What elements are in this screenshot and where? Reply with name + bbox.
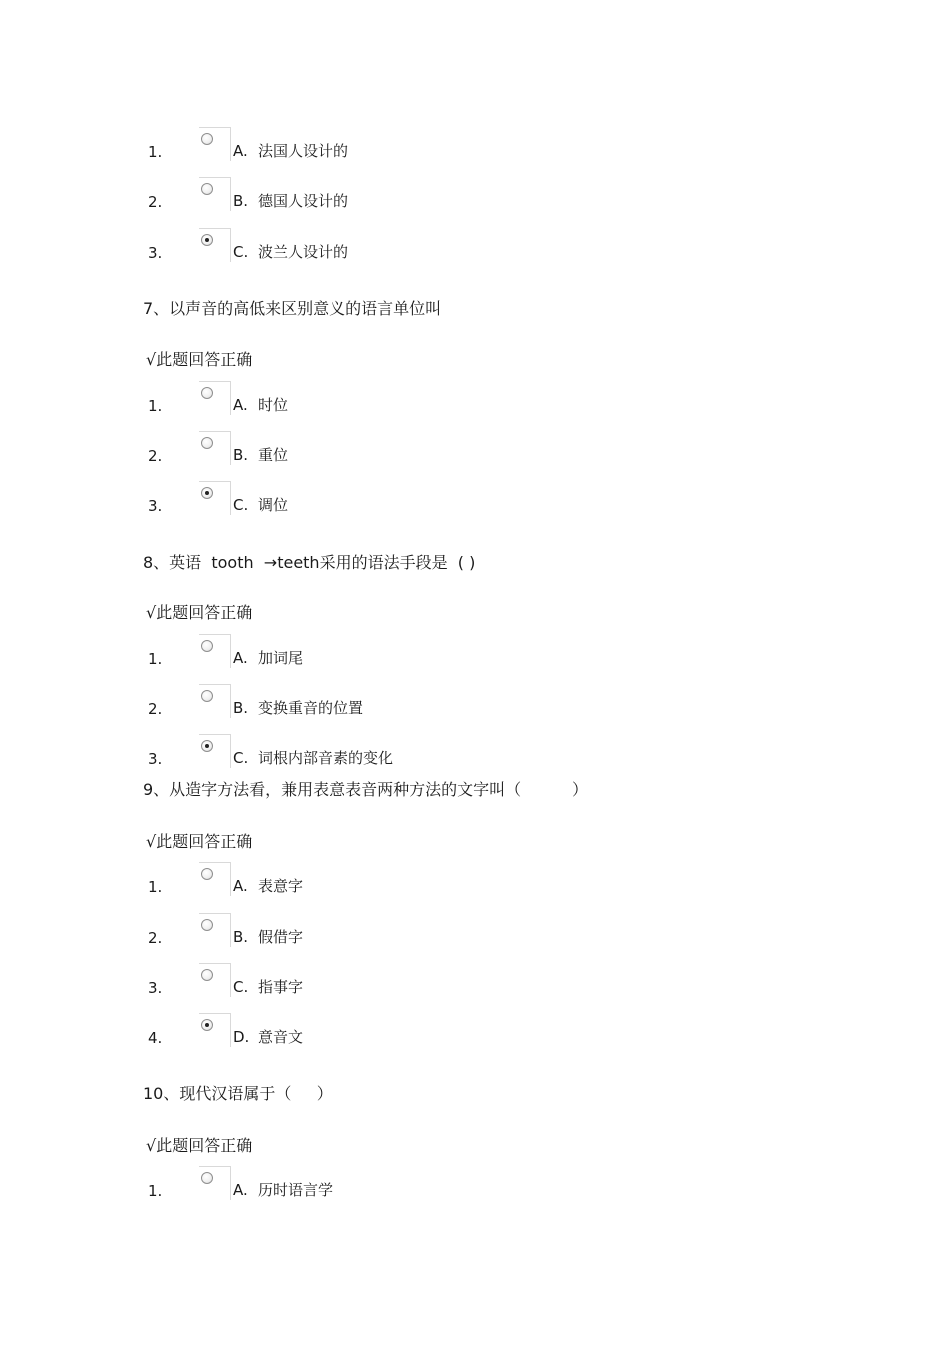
radio-cell: [199, 228, 231, 262]
option-number: 2.: [148, 447, 163, 465]
option-letter: A.: [233, 877, 248, 895]
option-letter: A.: [233, 142, 248, 160]
option-letter: B.: [233, 699, 249, 717]
option-row[interactable]: [0, 177, 950, 213]
feedback-correct: √此题回答正确: [146, 350, 253, 369]
option-letter: A.: [233, 396, 248, 414]
radio-button[interactable]: [201, 1172, 213, 1184]
radio-button[interactable]: [201, 868, 213, 880]
option-row[interactable]: [0, 913, 950, 949]
option-text: 假借字: [258, 928, 304, 946]
option-text: 历时语言学: [258, 1181, 334, 1199]
option-letter: B.: [233, 192, 249, 210]
radio-cell: [199, 634, 231, 668]
option-number: 3.: [148, 497, 163, 515]
option-number: 1.: [148, 143, 163, 161]
radio-cell: [199, 431, 231, 465]
option-row[interactable]: [0, 228, 950, 264]
option-text: 时位: [258, 396, 289, 414]
option-row[interactable]: [0, 431, 950, 467]
option-letter: D.: [233, 1028, 250, 1046]
option-letter: C.: [233, 243, 249, 261]
option-row[interactable]: [0, 734, 950, 770]
question-text: 10、现代汉语属于（ ）: [143, 1084, 333, 1103]
option-number: 1.: [148, 878, 163, 896]
option-number: 2.: [148, 700, 163, 718]
option-row[interactable]: [0, 481, 950, 517]
radio-cell: [199, 127, 231, 161]
option-row[interactable]: [0, 1166, 950, 1202]
radio-button[interactable]: [201, 690, 213, 702]
feedback-correct: √此题回答正确: [146, 603, 253, 622]
radio-cell: [199, 963, 231, 997]
radio-cell: [199, 913, 231, 947]
radio-button[interactable]: [201, 919, 213, 931]
option-number: 3.: [148, 244, 163, 262]
option-letter: B.: [233, 446, 249, 464]
option-number: 3.: [148, 750, 163, 768]
feedback-correct: √此题回答正确: [146, 1136, 253, 1155]
radio-button-selected[interactable]: [201, 740, 213, 752]
option-number: 3.: [148, 979, 163, 997]
option-number: 1.: [148, 650, 163, 668]
question-text: 7、以声音的高低来区别意义的语言单位叫: [143, 299, 442, 318]
option-letter: C.: [233, 978, 249, 996]
question-text: 8、英语 tooth →teeth采用的语法手段是 ( ): [143, 553, 476, 572]
option-letter: A.: [233, 1181, 248, 1199]
option-text: 重位: [258, 446, 289, 464]
option-row[interactable]: [0, 963, 950, 999]
option-row[interactable]: [0, 127, 950, 163]
option-letter: A.: [233, 649, 248, 667]
radio-cell: [199, 481, 231, 515]
option-number: 1.: [148, 1182, 163, 1200]
option-text: 意音文: [258, 1028, 304, 1046]
option-row[interactable]: [0, 634, 950, 670]
option-row[interactable]: [0, 862, 950, 898]
option-text: 词根内部音素的变化: [258, 749, 394, 767]
option-row[interactable]: [0, 684, 950, 720]
option-row[interactable]: [0, 1013, 950, 1049]
radio-cell: [199, 684, 231, 718]
radio-cell: [199, 734, 231, 768]
option-text: 加词尾: [258, 649, 304, 667]
radio-button[interactable]: [201, 387, 213, 399]
radio-cell: [199, 1166, 231, 1200]
radio-button-selected[interactable]: [201, 487, 213, 499]
option-text: 德国人设计的: [258, 192, 349, 210]
option-text: 变换重音的位置: [258, 699, 364, 717]
question-text: 9、从造字方法看，兼用表意表音两种方法的文字叫（ ）: [143, 780, 589, 799]
radio-button-selected[interactable]: [201, 234, 213, 246]
option-text: 指事字: [258, 978, 304, 996]
option-number: 2.: [148, 929, 163, 947]
radio-button[interactable]: [201, 133, 213, 145]
option-letter: C.: [233, 496, 249, 514]
option-number: 4.: [148, 1029, 163, 1047]
option-text: 法国人设计的: [258, 142, 349, 160]
option-letter: B.: [233, 928, 249, 946]
radio-button[interactable]: [201, 183, 213, 195]
radio-button[interactable]: [201, 640, 213, 652]
option-text: 表意字: [258, 877, 304, 895]
option-text: 波兰人设计的: [258, 243, 349, 261]
option-number: 2.: [148, 193, 163, 211]
option-text: 调位: [258, 496, 289, 514]
radio-button[interactable]: [201, 437, 213, 449]
radio-cell: [199, 381, 231, 415]
feedback-correct: √此题回答正确: [146, 832, 253, 851]
radio-cell: [199, 177, 231, 211]
option-letter: C.: [233, 749, 249, 767]
radio-button[interactable]: [201, 969, 213, 981]
radio-cell: [199, 862, 231, 896]
option-number: 1.: [148, 397, 163, 415]
option-row[interactable]: [0, 381, 950, 417]
radio-button-selected[interactable]: [201, 1019, 213, 1031]
radio-cell: [199, 1013, 231, 1047]
